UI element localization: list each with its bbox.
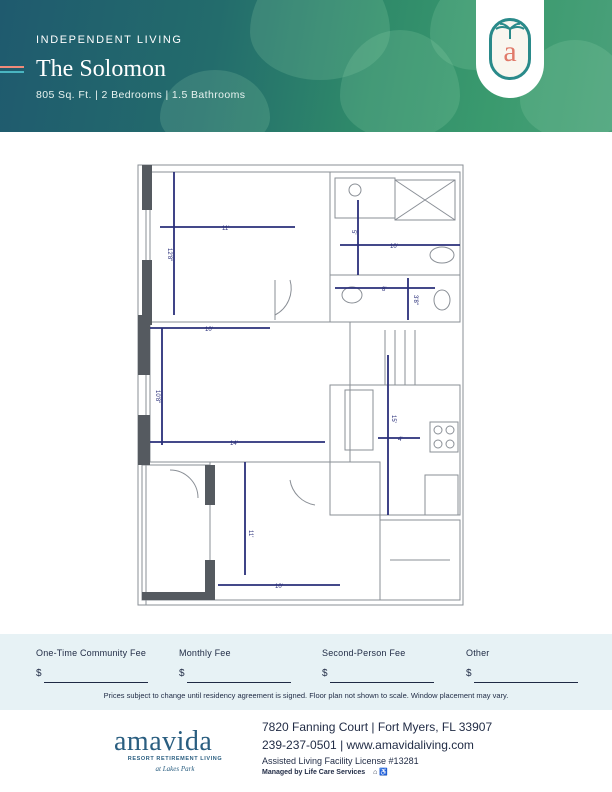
fee-label-second-person: Second-Person Fee xyxy=(322,648,406,658)
wall xyxy=(205,465,215,505)
door-swing xyxy=(290,480,315,505)
badge-frame xyxy=(489,18,531,80)
dimension-label: 4' xyxy=(398,437,403,443)
dimension-label: 10' xyxy=(205,327,213,333)
wall xyxy=(205,560,215,600)
fee-label-community: One-Time Community Fee xyxy=(36,648,147,658)
living-room xyxy=(150,322,350,462)
dimension-label: 11' xyxy=(247,530,253,538)
dimension-label: 10' xyxy=(390,244,398,250)
brand-logo: amavida xyxy=(114,726,213,757)
dimension-label: 10'8" xyxy=(154,390,160,404)
currency-symbol: $ xyxy=(36,668,42,679)
fill-in-line xyxy=(44,682,148,683)
phone-website[interactable]: 239-237-0501 | www.amavidaliving.com xyxy=(262,738,474,752)
dimension-label: 12'8" xyxy=(166,248,172,262)
unit-specs: 805 Sq. Ft. | 2 Bedrooms | 1.5 Bathrooms xyxy=(36,89,246,101)
sink xyxy=(342,287,362,303)
accent-line xyxy=(0,66,24,68)
dimension-label: 3'8" xyxy=(412,295,418,305)
currency-symbol: $ xyxy=(179,668,185,679)
burner xyxy=(446,426,454,434)
leaf-decoration xyxy=(160,70,270,132)
refrigerator xyxy=(425,475,458,515)
sink xyxy=(349,184,361,196)
dimension-label: 11' xyxy=(222,226,230,232)
wall xyxy=(142,592,212,600)
stove xyxy=(430,422,458,452)
fee-label-monthly: Monthly Fee xyxy=(179,648,231,658)
bedroom-2 xyxy=(210,462,380,600)
bedroom-1 xyxy=(150,172,330,322)
wall xyxy=(138,415,150,465)
dimension-label: 10' xyxy=(275,584,283,590)
page-header xyxy=(0,0,612,132)
toilet xyxy=(434,290,450,310)
accent-line xyxy=(0,71,24,73)
dimension-label: 15' xyxy=(390,415,396,423)
fill-in-line xyxy=(330,682,434,683)
entry xyxy=(142,465,210,600)
door-swing xyxy=(170,470,198,498)
burner xyxy=(446,440,454,448)
currency-symbol: $ xyxy=(322,668,328,679)
fill-in-line xyxy=(474,682,578,683)
toilet xyxy=(430,247,454,263)
category-label: INDEPENDENT LIVING xyxy=(36,34,183,46)
brand-badge xyxy=(476,0,544,98)
floor-plan xyxy=(130,160,475,615)
page-title: The Solomon xyxy=(36,56,166,82)
currency-symbol: $ xyxy=(466,668,472,679)
wall xyxy=(142,165,152,210)
fee-field-monthly[interactable] xyxy=(179,664,291,684)
disclaimer: Prices subject to change until residency agreement is signed. Floor plan not shown to scale. Window placement may vary. xyxy=(103,691,509,700)
badge-letter: a xyxy=(503,35,517,68)
wall xyxy=(138,315,150,375)
burner xyxy=(434,440,442,448)
fee-field-other[interactable] xyxy=(466,664,578,684)
fee-label-other: Other xyxy=(466,648,490,658)
dimension-label: 8' xyxy=(382,287,387,293)
dimension-label: 14' xyxy=(230,441,238,447)
brand-location: at Lakes Park xyxy=(155,765,195,773)
fee-field-community[interactable] xyxy=(36,664,148,684)
address: 7820 Fanning Court | Fort Myers, FL 33907 xyxy=(262,720,493,734)
license-number: Assisted Living Facility License #13281 xyxy=(262,756,419,766)
door-swing xyxy=(275,280,291,315)
brand-tagline: RESORT RETIREMENT LIVING xyxy=(127,756,223,762)
fee-field-second-person[interactable] xyxy=(322,664,434,684)
managed-by xyxy=(262,768,388,776)
burner xyxy=(434,426,442,434)
equal-housing-icon: ⌂ xyxy=(373,769,378,776)
vanity xyxy=(335,178,395,218)
dimension-label: 5' xyxy=(350,230,356,235)
managed-by-text: Managed by Life Care Services xyxy=(262,769,366,776)
accessibility-icon: ♿ xyxy=(379,769,388,776)
counter xyxy=(345,390,373,450)
fill-in-line xyxy=(187,682,291,683)
